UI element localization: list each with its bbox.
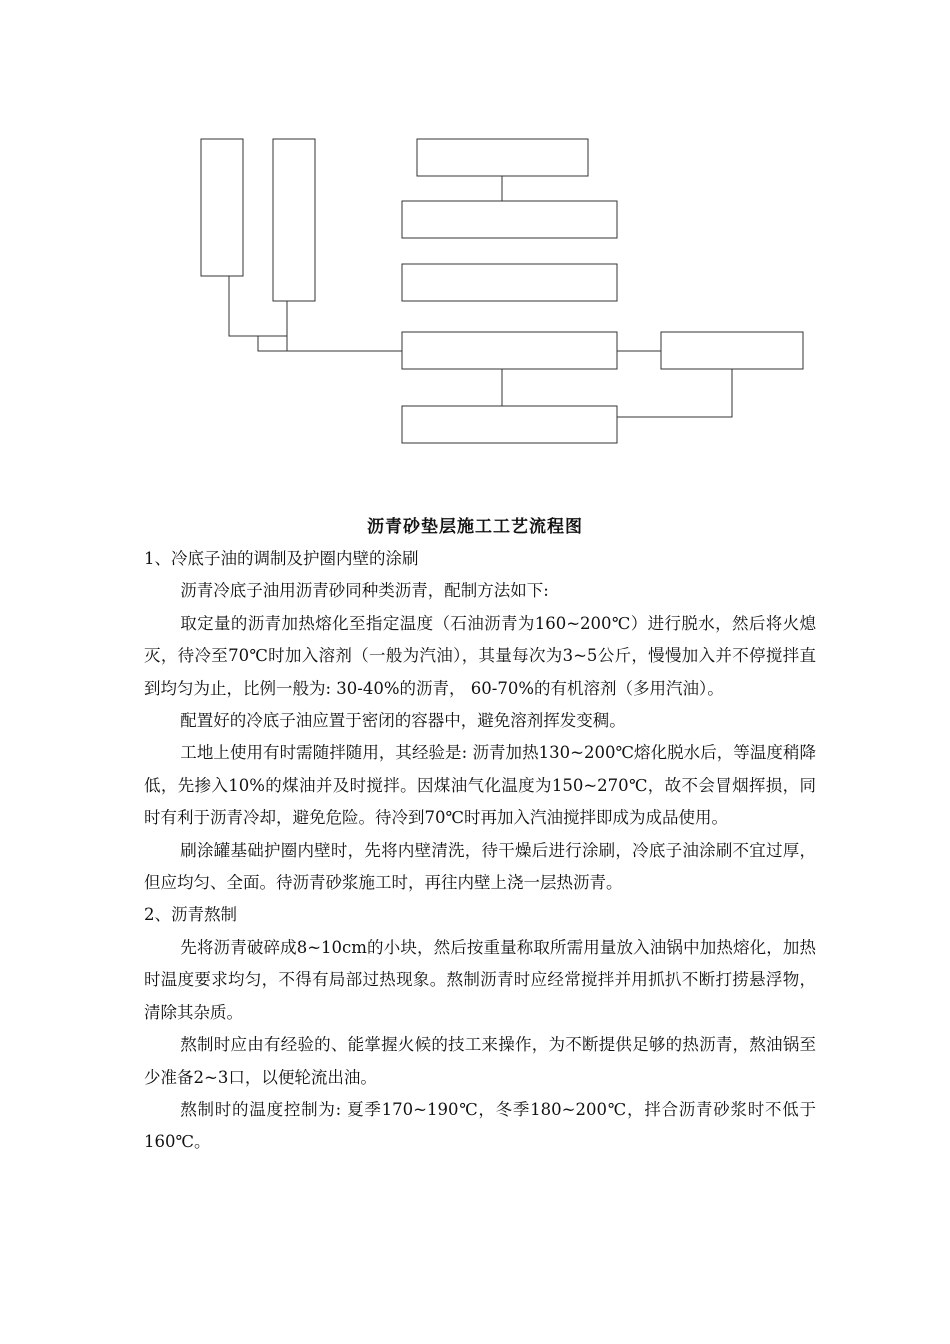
paragraph-2: 取定量的沥青加热熔化至指定温度（石油沥青为160~200℃）进行脱水，然后将火熄灭，待冷至70℃时加入溶剂（一般为汽油），其量每次为3~5公斤，慢慢加入并不停搅拌直到均匀为止，比例一般为: 30-40%的沥青， 60-70%的有机溶剂（多用汽油）。 [144,613,816,698]
flow-box-step-2 [402,201,617,238]
document-body [144,543,816,1159]
flow-box-step-5 [402,406,617,443]
flow-box-top [417,139,588,176]
paragraph-8: 熬制时的温度控制为: 夏季170~190℃，冬季180~200℃，拌合沥青砂浆时不低于160℃。 [144,1099,816,1152]
paragraph-5: 刷涂罐基础护圈内壁时，先将内壁清洗，待干燥后进行涂刷，冷底子油涂刷不宜过厚，但应均匀、全面。待沥青砂浆施工时，再往内壁上浇一层热沥青。 [144,840,816,893]
flow-box-step-3 [402,264,617,301]
paragraph-6: 先将沥青破碎成8~10cm的小块，然后按重量称取所需用量放入油锅中加热熔化，加热时温度要求均匀，不得有局部过热现象。熬制沥青时应经常搅拌并用抓扒不断打捞悬浮物，清除其杂质。 [144,937,816,1022]
flow-box-left-1 [201,139,243,276]
flow-box-side [661,332,803,369]
connector-merge-to-main [258,336,402,351]
section-heading-2: 2、沥青熬制 [144,905,237,925]
paragraph-4: 工地上使用有时需随拌随用，其经验是: 沥青加热130~200℃熔化脱水后，等温度稍降低，先掺入10%的煤油并及时搅拌。因煤油气化温度为150~270℃，故不会冒烟挥损，同时有利于沥青冷却，避免危险。待冷到70℃时再加入汽油搅拌即成为成品使用。 [144,743,816,828]
diagram-caption: 沥青砂垫层施工工艺流程图 [367,517,583,537]
flow-box-left-2 [273,139,315,301]
process-flow-diagram [0,0,950,470]
paragraph-1: 沥青冷底子油用沥青砂同种类沥青，配制方法如下: [180,581,549,601]
section-heading-1: 1、冷底子油的调制及护圈内壁的涂刷 [144,549,419,568]
connector-side-down [617,369,732,417]
flow-box-step-4 [402,332,617,369]
paragraph-3: 配置好的冷底子油应置于密闭的容器中，避免溶剂挥发变稠。 [180,711,626,731]
paragraph-7: 熬制时应由有经验的、能掌握火候的技工来操作，为不断提供足够的热沥青，熬油锅至少准备2~3口，以便轮流出油。 [144,1035,816,1087]
